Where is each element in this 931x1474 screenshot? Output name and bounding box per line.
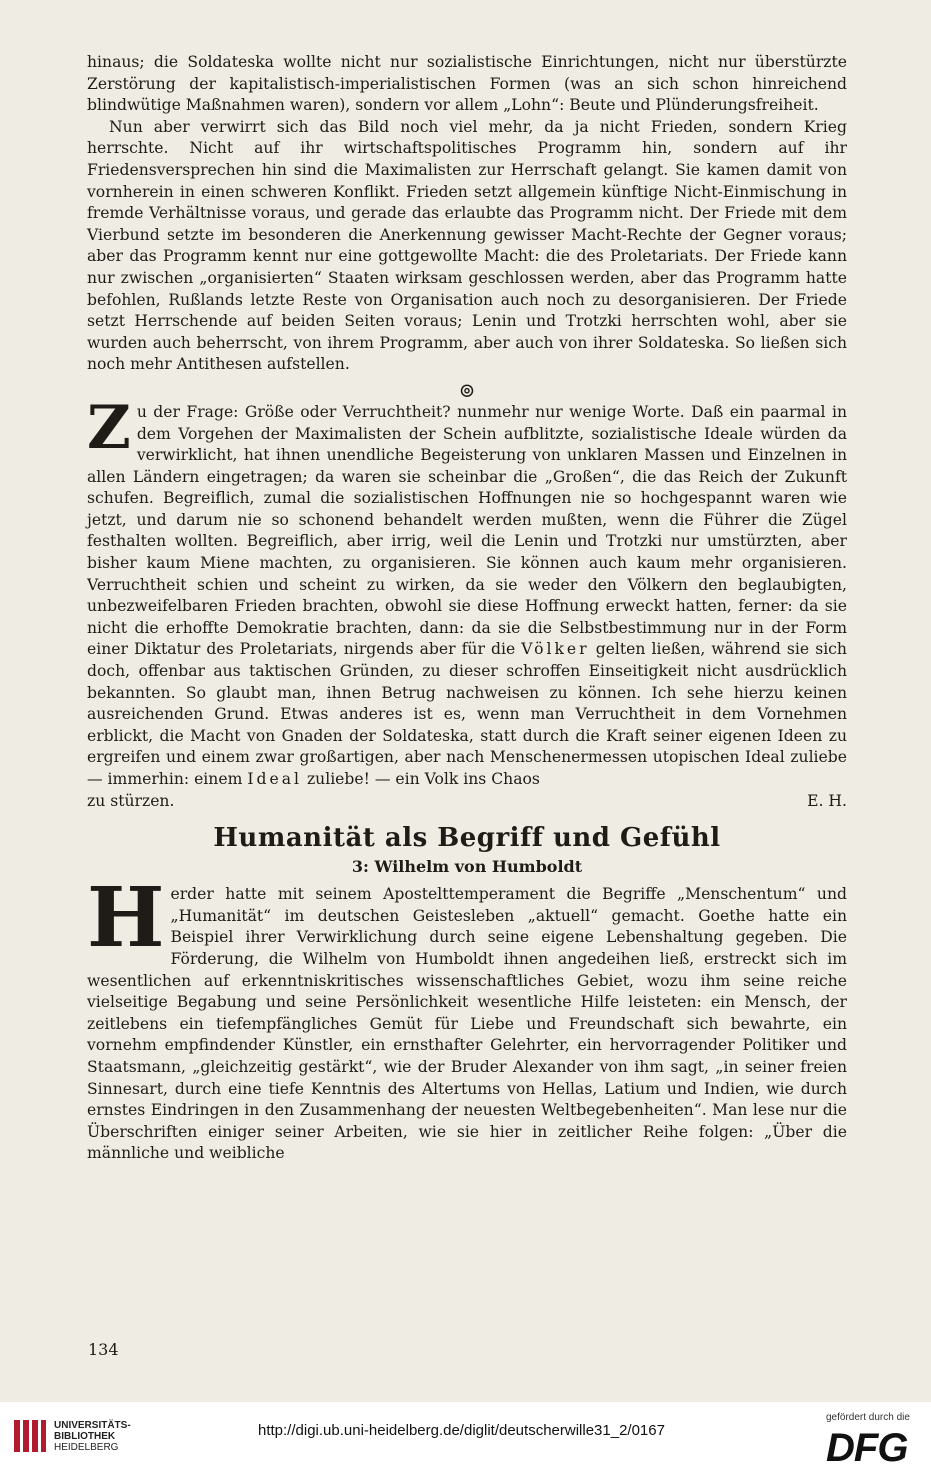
funded-by-label: gefördert durch die [826, 1412, 910, 1423]
section-paragraph [87, 392, 847, 791]
article-body: erder hatte mit seinem Apostelttemperament die Begriffe „Menschentum“ und „Humanität“ im deutschen Geistesleben „aktuell“ gemacht. Goethe hatte ein Beispiel ihrer Verwirklichung durch seine eigene Lebenshaltung gegeben. Die Förderung, die Wilhelm von Humboldt ihnen angedeihen ließ, erstreckt sich im wesentlichen auf erkenntniskritisches wissenschaftliches Gebiet, wozu ihm seine reiche vielseitige Begabung und seine Persönlichkeit wesentliche Hilfe leisteten: ein Mensch, der zeitlebens ein tiefempfängliches Gemüt für Liebe und Freundschaft sich bewahrte, ein vornehm empfindender Künstler, ein ernsthafter Gelehrter, ein hervorragender Politiker und Staatsmann, „gleichzeitig gestärkt“, wie der Bruder Alexander von ihm sagt, „in seiner freien Sinnesart, durch eine tiefe Kenntnis des Altertums von Hellas, Latium und Indien, wie durch ernstes Eindringen in den Zusammenhang der neuesten Weltbegebenheiten“. Man lese nur die Überschriften einiger seiner Arbeiten, wie sie hier in zeitlicher Reihe folgen: „Über die männliche und weibliche [87, 885, 847, 1163]
library-line-2: BIBLIOTHEK [54, 1431, 116, 1442]
article-subtitle: 3: Wilhelm von Humboldt [351, 857, 583, 877]
spaced-word-voelker: Völker [521, 640, 590, 659]
dropcap-h: H [87, 870, 165, 967]
author-signature: E. H. [807, 791, 847, 810]
library-name [54, 1420, 131, 1453]
section-text-part-3: zuliebe! — ein Volk ins Chaos [306, 770, 540, 788]
section-text-part-1: u der Frage: Größe oder Verruchtheit? nunmehr nur wenige Worte. Daß ein paarmal in dem Vorgehen der Maximalisten der Schein aufblitzte, sozialistische Ideale würden da verwirklicht, hat ihnen unendliche Begeisterung von unklaren Massen und Einzelnen in allen Ländern eingetragen; da waren sie scheinbar die „Großen“, die das Reich der Zukunft schufen. Begreiflich, zumal die sozialistischen Hoffnungen nie so hochgespannt waren wie jetzt, und darum nie so schonend behandelt werden mußten, wenn die Führer die Zügel festhalten wollten. Begreiflich, aber irrig, weil die Lenin und Trotzki nur umstürzten, aber bisher kaum Miene machten, zu organisieren. Sie können auch kaum mehr organisieren. Verruchtheit schien und scheint zu wirken, da sie weder den Völkern den beglaubigten, unbezweifelbaren Frieden brachten, obwohl sie diese Hoffnung erweckt hatten, ferner: da sie nicht die erhoffte Demokratie brachten, dann: da sie die Selbstbestimmung nur in der Form einer Diktatur des Proletariats, nirgends aber für die [87, 402, 847, 659]
footer-bar [0, 1402, 931, 1474]
article-paragraph [87, 870, 847, 1165]
article-title: Humanität als Begriff und Gefühl [213, 823, 721, 854]
last-line-text: zu stürzen. [87, 791, 175, 810]
paragraph-2: Nun aber verwirrt sich das Bild noch viel mehr, da ja nicht Frieden, sondern Krieg herrschte. Nicht auf ihr wirtschaftspolitisches Programm hin, sondern auf ihr Friedensversprechen hin sind die Maximalisten zur Herrschaft gelangt. Sie kamen damit von vornherein in einen schweren Konflikt. Frieden setzt allgemein künftige Nicht-Einmischung in fremde Verhältnisse voraus, und gerade das erlaubte das Programm nicht. Der Friede mit dem Vierbund setzte im besonderen die Anerkennung gewisser Macht-Rechte der Gegner voraus; aber das Programm kennt nur eine gottgewollte Macht: die des Proletariats. Der Friede kann nur zwischen „organisierten“ Staaten wirksam geschlossen werden, aber das Programm hatte befohlen, Rußlands letzte Reste von Organisation auch noch zu desorganisieren. Der Friede setzt Herrschende auf beiden Seiten voraus; Lenin und Trotzki herrschten wohl, aber sie wurden auch beherrscht, von ihrem Programm, aber auch von ihrer Soldateska. So ließen sich noch mehr Antithesen aufstellen. [87, 117, 847, 374]
page-number: 134 [88, 1340, 119, 1359]
section-divider-ornament: ⊚ [458, 377, 476, 402]
spaced-word-ideal: Ideal [247, 770, 302, 788]
text-column [87, 52, 847, 1165]
library-line-1: UNIVERSITÄTS- [54, 1420, 131, 1431]
signature-line [87, 791, 847, 813]
university-library-logo-icon [12, 1416, 48, 1456]
library-line-3: HEIDELBERG [54, 1442, 119, 1453]
dropcap-z: Z [87, 392, 131, 463]
paragraph-1: hinaus; die Soldateska wollte nicht nur sozialistische Einrichtungen, nicht nur überstürzte Zerstörung der kapitalistisch-imperialistischen Formen (was an sich schon hinreichend blindwütige Maßnahmen waren), sondern vor allem „Lohn“: Beute und Plünderungsfreiheit. [87, 53, 847, 115]
dfg-logo: DFG [826, 1426, 908, 1470]
source-url-link[interactable]: http://digi.ub.uni-heidelberg.de/diglit/deutscherwille31_2/0167 [258, 1422, 665, 1439]
section-text-part-2: gelten ließen, während sie sich doch, offenbar aus taktischen Gründen, zu dieser schroffen Einseitigkeit nicht ausdrücklich bekannten. So glaubt man, ihnen Betrug nachweisen zu können. Ich sehe hierzu keinen ausreichenden Grund. Etwas anderes ist es, wenn man Verruchtheit in dem Vornehmen erblickt, die Macht von Gnaden der Soldateska, statt durch die Kraft seiner eigenen Ideen zu ergreifen und einem zwar großartigen, aber nach Menschenermessen utopischen Ideal zuliebe — immerhin: einem [87, 640, 847, 788]
